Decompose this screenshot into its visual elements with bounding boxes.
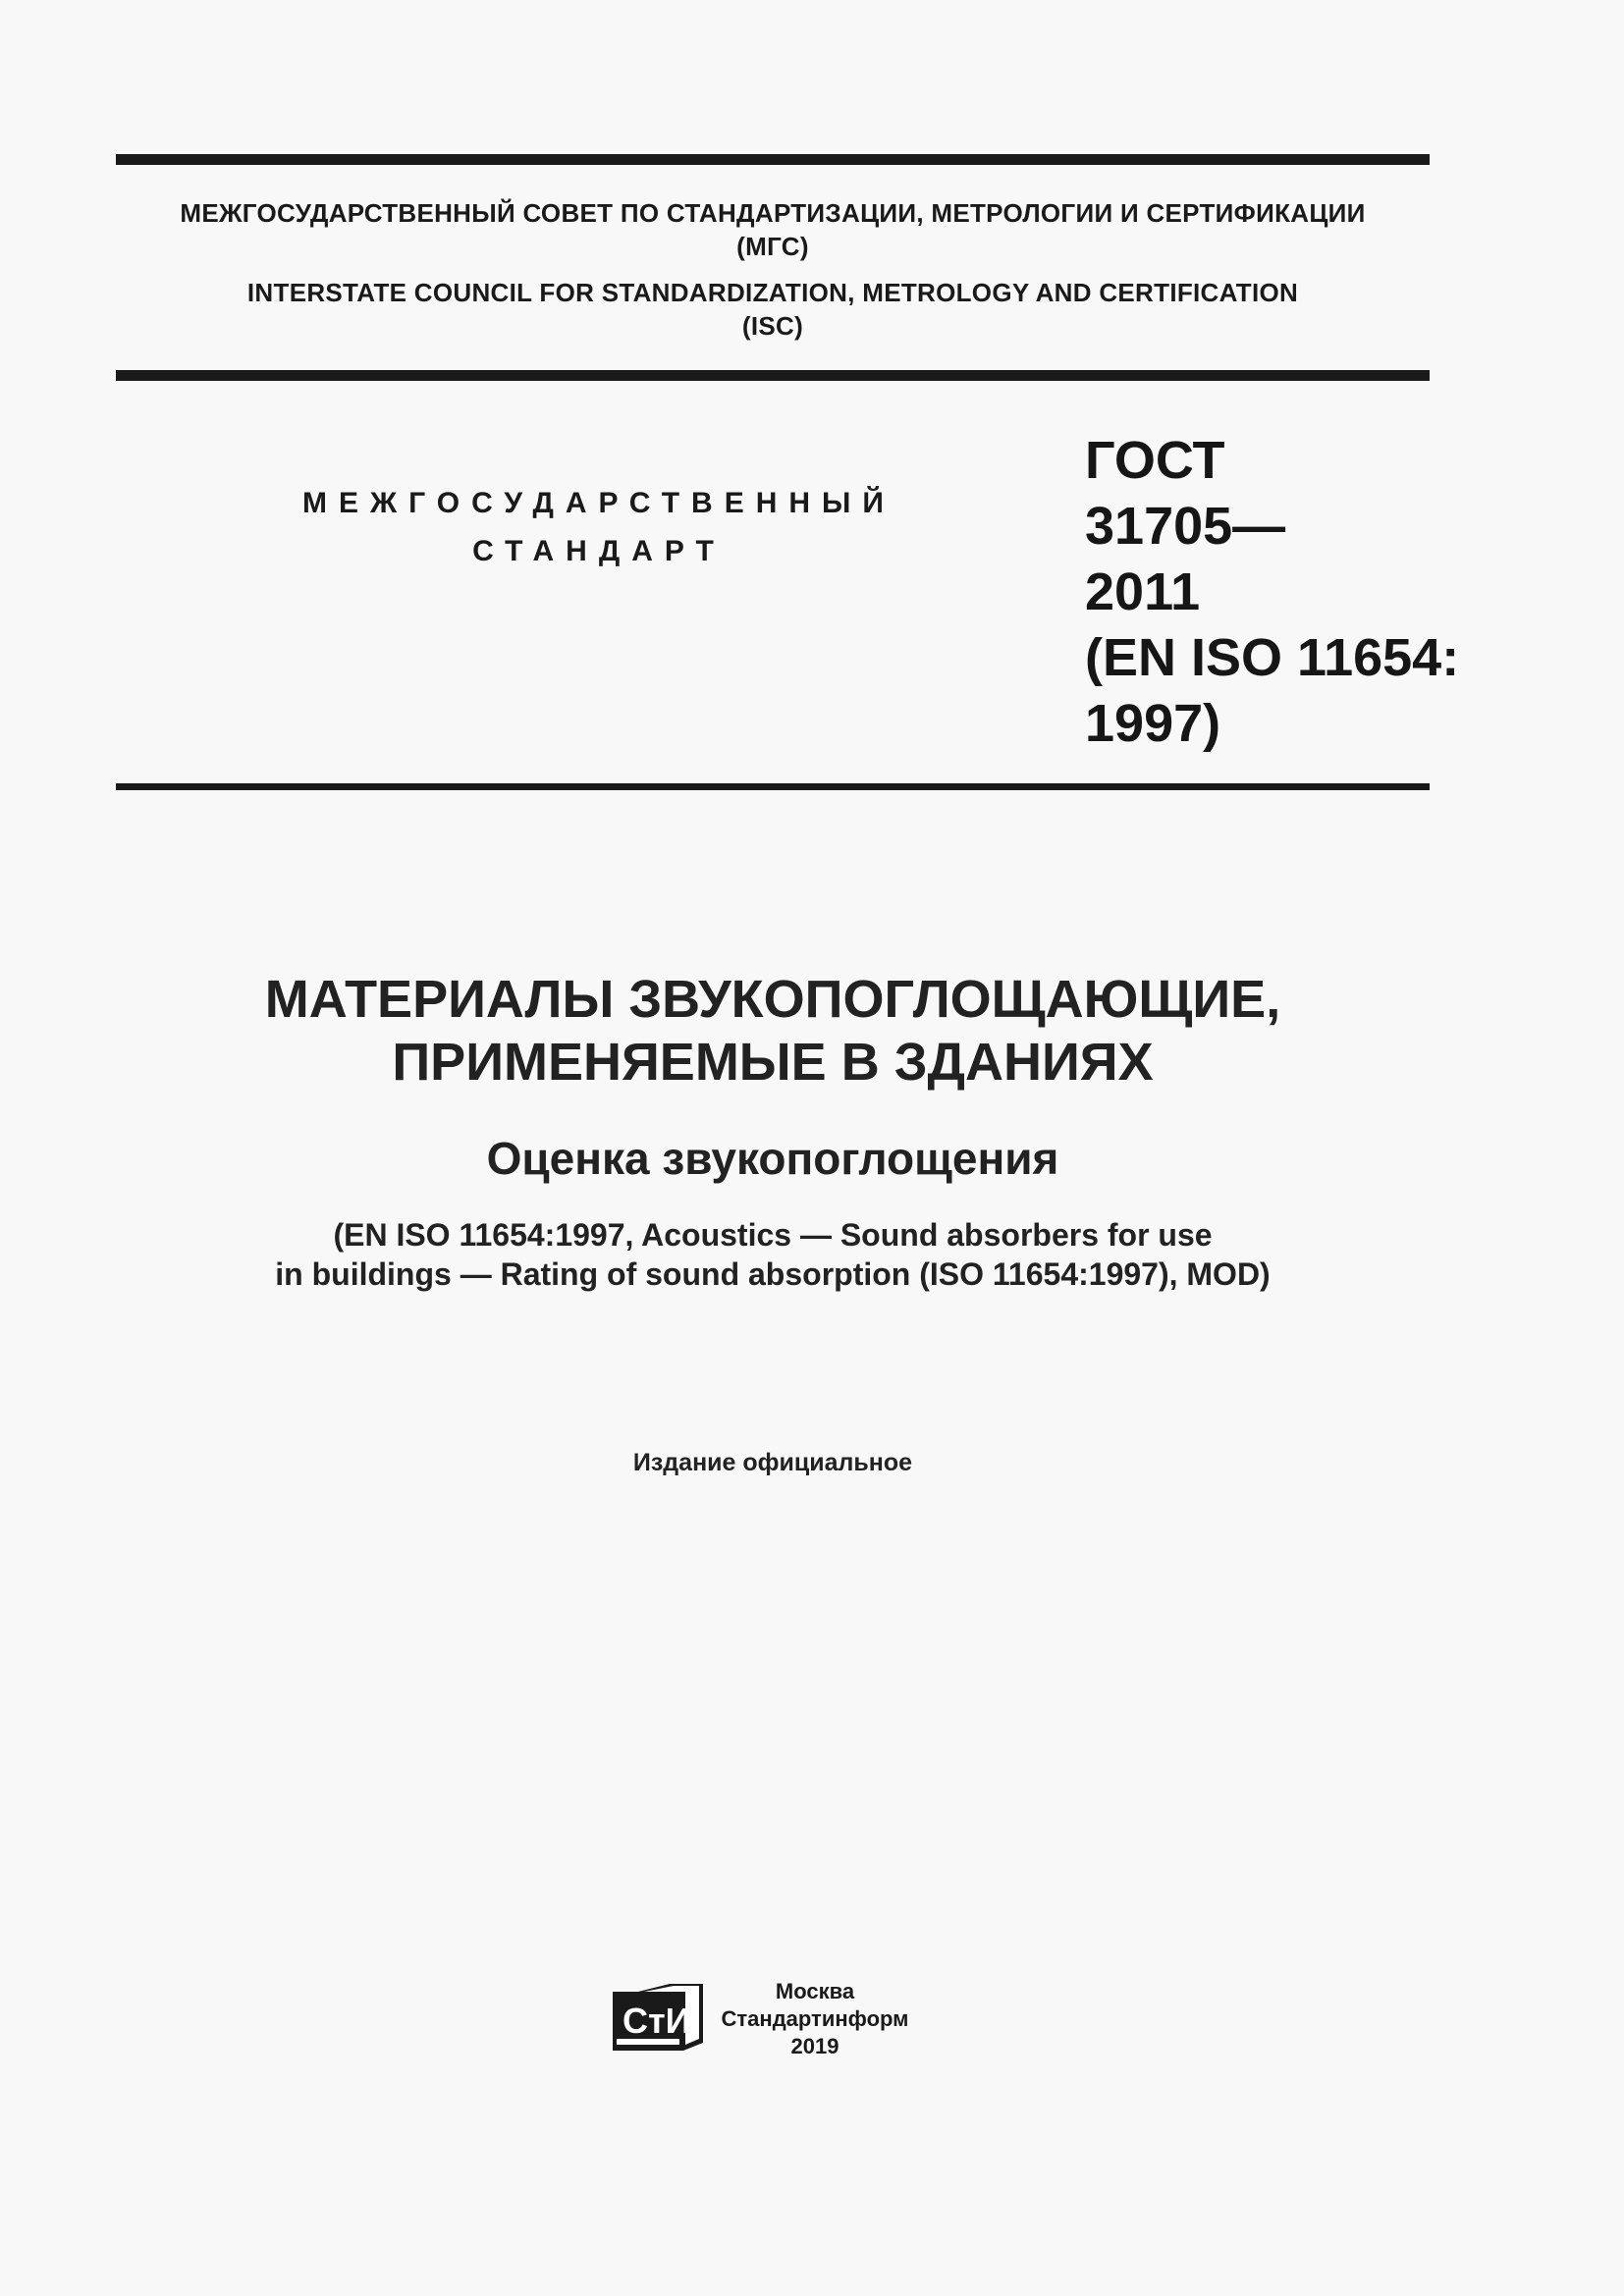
publisher-block bbox=[609, 1978, 962, 2058]
document-title-line2: ПРИМЕНЯЕМЫЕ В ЗДАНИЯХ bbox=[392, 1033, 1154, 1092]
top-rule bbox=[116, 154, 1430, 165]
council-name-en bbox=[116, 276, 1430, 343]
edition-note: Издание официальное bbox=[632, 1449, 913, 1476]
international-reference-line1: (EN ISO 11654:1997, Acoustics — Sound absorbers for use bbox=[333, 1217, 1213, 1253]
gost-line: (EN ISO 11654: bbox=[1085, 628, 1460, 687]
standartinform-logo-icon bbox=[609, 1982, 707, 2055]
publisher-city: Москва bbox=[775, 1979, 855, 2003]
publisher-name: Стандартинформ bbox=[721, 2006, 909, 2031]
standard-kind-line2: СТАНДАРТ bbox=[472, 535, 726, 567]
standard-kind-line1: МЕЖГОСУДАРСТВЕННЫЙ bbox=[302, 487, 895, 519]
imprint bbox=[712, 1978, 918, 2060]
council-abbr-ru: (МГС) bbox=[736, 232, 809, 261]
council-name-ru bbox=[116, 196, 1430, 263]
council-abbr-en: (ISC) bbox=[741, 311, 804, 341]
gost-line: ГОСТ bbox=[1085, 431, 1225, 490]
middle-rule bbox=[116, 370, 1430, 381]
publication-year: 2019 bbox=[790, 2034, 839, 2058]
international-reference-line2: in buildings — Rating of sound absorption (ISO 11654:1997), MOD) bbox=[275, 1256, 1271, 1292]
gost-designation bbox=[1085, 428, 1459, 757]
bottom-rule bbox=[116, 783, 1430, 790]
council-name-ru-line1: МЕЖГОСУДАРСТВЕННЫЙ СОВЕТ ПО СТАНДАРТИЗАЦИИ, МЕТРОЛОГИИ И СЕРТИФИКАЦИИ bbox=[180, 198, 1366, 228]
document-subtitle: Оценка звукопоглощения bbox=[486, 1133, 1059, 1184]
council-name-en-line1: INTERSTATE COUNCIL FOR STANDARDIZATION, METROLOGY AND CERTIFICATION bbox=[246, 278, 1299, 307]
gost-line: 2011 bbox=[1085, 562, 1201, 621]
logo-lettering: СтИ bbox=[623, 2001, 691, 2041]
gost-line: 31705— bbox=[1085, 497, 1286, 556]
gost-line: 1997) bbox=[1085, 694, 1221, 753]
document-title-line1: МАТЕРИАЛЫ ЗВУКОПОГЛОЩАЮЩИЕ, bbox=[264, 970, 1281, 1029]
